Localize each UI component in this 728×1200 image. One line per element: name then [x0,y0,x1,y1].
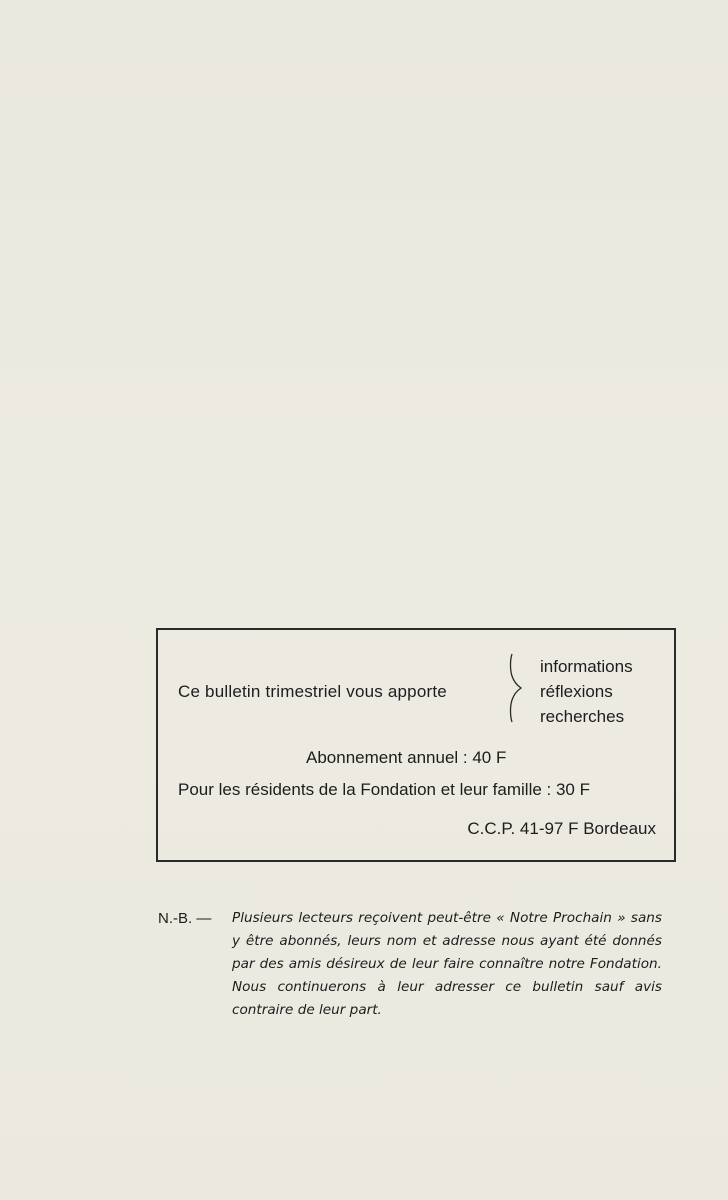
topic-item: informations [540,657,633,676]
postal-account: C.C.P. 41-97 F Bordeaux [467,819,656,838]
subscription-box [156,628,676,862]
bulletin-intro: Ce bulletin trimestriel vous apporte [178,682,447,701]
residents-rate: Pour les résidents de la Fondation et leur famille : 30 F [178,780,590,799]
topic-item: réflexions [540,682,613,701]
note-label: N.-B. — [158,910,212,927]
note-text: Plusieurs lecteurs reçoivent peut-être « Notre Prochain » sans y être abonnés, leurs nom et adresse nous ayant été donnés par des amis désireux de leur faire connaître notre Fondation. Nous continuerons à leur adresser ce bulletin sauf avis contraire de leur part. [232,910,662,1018]
topic-item: recherches [540,707,625,726]
topics-list [540,654,633,729]
brace-icon [508,652,524,724]
annual-subscription: Abonnement annuel : 40 F [306,748,507,767]
reverse-page-showthrough [0,110,728,220]
